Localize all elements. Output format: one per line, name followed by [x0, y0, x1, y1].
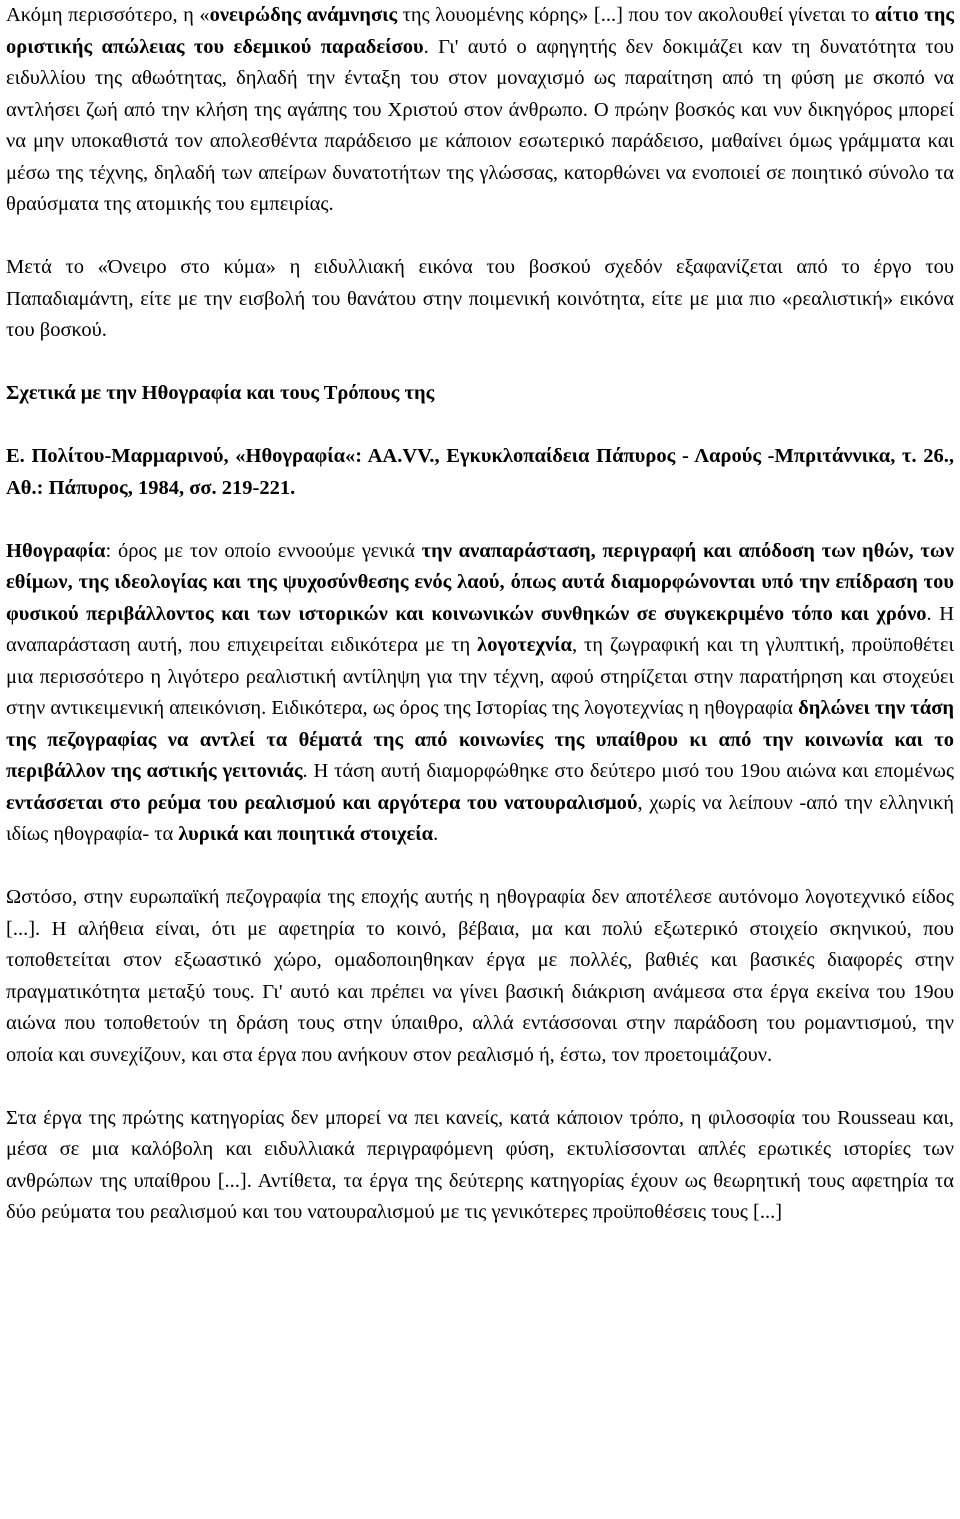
- paragraph-european-prose: Ωστόσο, στην ευρωπαϊκή πεζογραφία της εποχής αυτής η ηθογραφία δεν αποτέλεσε αυτόνομο λογοτεχνικό είδος [...]. Η αλήθεια είναι, ότι με αφετηρία το κοινό, βέβαια, μα και πολύ εξωτερικό στοιχείο σκηνικού, που τοποθετείται στον εξωαστικό χώρο, ομαδοποιηθηκαν έργα με πολλές, βαθιές και βασικές διαφορές στην πραγματικότητα μεταξύ τους. Γι' αυτό και πρέπει να γίνει βασική διάκριση ανάμεσα στα έργα εκείνα του 19ου αιώνα που τοποθετούν τη δράση τους στην ύπαιθρο, αλλά εντάσσοναι στην παράδοση του ρομαντισμού, την οποία και συνεχίζουν, και στα έργα που ανήκουν στον ρεαλισμό ή, έστω, τον προετοιμάζουν.: [6, 886, 954, 1066]
- text: , χωρίς να λείπουν -από την ελληνική ιδίως ηθογραφία- τα: [6, 791, 955, 845]
- text: , τη ζωγραφική και τη γλυπτική, προϋποθέτει μια περισσότερο η λιγότερο ρεαλιστική αντίληψη για την τέχνη, αφού στηρίζεται στην παρατήρηση και στοχεύει στην αντικειμενική απεικόνιση. Ειδικότερα, ως όρος της Ιστορίας της λογοτεχνίας η ηθογραφία: [6, 634, 955, 719]
- text: .: [433, 823, 439, 845]
- emphasis: λυρικά και ποιητικά στοιχεία: [178, 823, 434, 845]
- section-heading: Σχετικά με την Ηθογραφία και τους Τρόπους της: [6, 382, 435, 404]
- emphasis: αίτιο της οριστικής απώλειας του εδεμικού παραδείσου: [6, 4, 955, 58]
- text: . Η αναπαράσταση αυτή, που επιχειρείται ειδικότερα με τη: [6, 602, 954, 656]
- text: . Γι' αυτό ο αφηγητής δεν δοκιμάζει καν τη δυνατότητα του ειδυλλίου της αθωότητας, δηλαδή την ένταξη του στον μοναχισμό ως παραίτηση από τη φύση με σκοπό να αντλήσει ζωή από την κλήση της αγάπης του Χριστού στον άνθρωπο. Ο πρώην βοσκός και νυν δικηγόρος μπορεί να μην υποκαθιστά τον απολεσθέντα παράδεισο με κάποιον εσωτερικό παράδεισο, μαθαίνει όμως γράμματα και μέσω της τέχνης, δηλαδή των απείρων δυνατοτήτων της γλώσσας, κατορθώνει να ενοποιεί σε ποιητικό σύνολο τα θραύσματα της ατομικής του εμπειρίας.: [6, 35, 954, 215]
- paragraph-dream-wave: Μετά το «Όνειρο στο κύμα» η ειδυλλιακή εικόνα του βοσκού σχεδόν εξαφανίζεται από το έργο του Παπαδιαμάντη, είτε με την εισβολή του θανάτου στην ποιμενική κοινότητα, είτε με μια πιο «ρεαλιστική» εικόνα του βοσκού.: [6, 256, 954, 341]
- emphasis: δηλώνει την τάση της πεζογραφίας να αντλεί τα θέματά της από κοινωνίες της υπαίθρου κι από την κοινωνία και το περιβάλλον της αστικής γειτονιάς: [6, 697, 954, 782]
- text: : όρος με τον οποίο εννοούμε γενικά: [105, 539, 422, 562]
- text: . Η τάση αυτή διαμορφώθηκε στο δεύτερο μισό του 19ου αιώνα και επομένως: [302, 760, 954, 782]
- paragraph-categories: Στα έργα της πρώτης κατηγορίας δεν μπορεί να πει κανείς, κατά κάποιον τρόπο, η φιλοσοφία του Rousseau και, μέσα σε μια καλόβολη και ειδυλλιακά περιγραφόμενη φύση, εκτυλίσσονται απλές ερωτικές ιστορίες των ανθρώπων της υπαίθρου [...]. Αντίθετα, τα έργα της δεύτερης κατηγορίας έχουν ως θεωρητική τους αφετηρία τα δύο ρεύματα του ρεαλισμού και του νατουραλισμού με τις γενικότερες προϋποθέσεις τους [...]: [6, 1106, 954, 1223]
- paragraph-definition: [6, 536, 954, 851]
- emphasis: Ηθογραφία: [6, 539, 106, 562]
- emphasis: εντάσσεται στο ρεύμα του ρεαλισμού και αργότερα του νατουραλισμού: [6, 791, 638, 814]
- document-body: [6, 0, 954, 1229]
- emphasis: την αναπαράσταση, περιγραφή και απόδοση των ηθών, των εθίμων, της ιδεολογίας και της ψυχοσύνθεσης ενός λαού, όπως αυτά διαμορφώνονται υπό την επίδραση του φυσικού περιβάλλοντος και των ιστορικών και κοινωνικών συνθηκών σε συγκεκριμένο τόπο και χρόνο: [6, 539, 955, 625]
- text: Ακόμη περισσότερο, η «: [6, 4, 210, 26]
- text: της λουομένης κόρης» [...] που τον ακολουθεί γίνεται το: [397, 4, 875, 26]
- citation: Ε. Πολίτου-Μαρμαρινού, «Ηθογραφία«: ΑΑ.VV., Εγκυκλοπαίδεια Πάπυρος - Λαρούς -Μπριτάννικα, τ. 26., Αθ.: Πάπυρος, 1984, σσ. 219-221.: [6, 445, 954, 499]
- emphasis: ονειρώδης ανάμνησις: [209, 4, 398, 26]
- paragraph-dream-memory: [6, 0, 954, 221]
- emphasis: λογοτεχνία: [477, 634, 572, 656]
